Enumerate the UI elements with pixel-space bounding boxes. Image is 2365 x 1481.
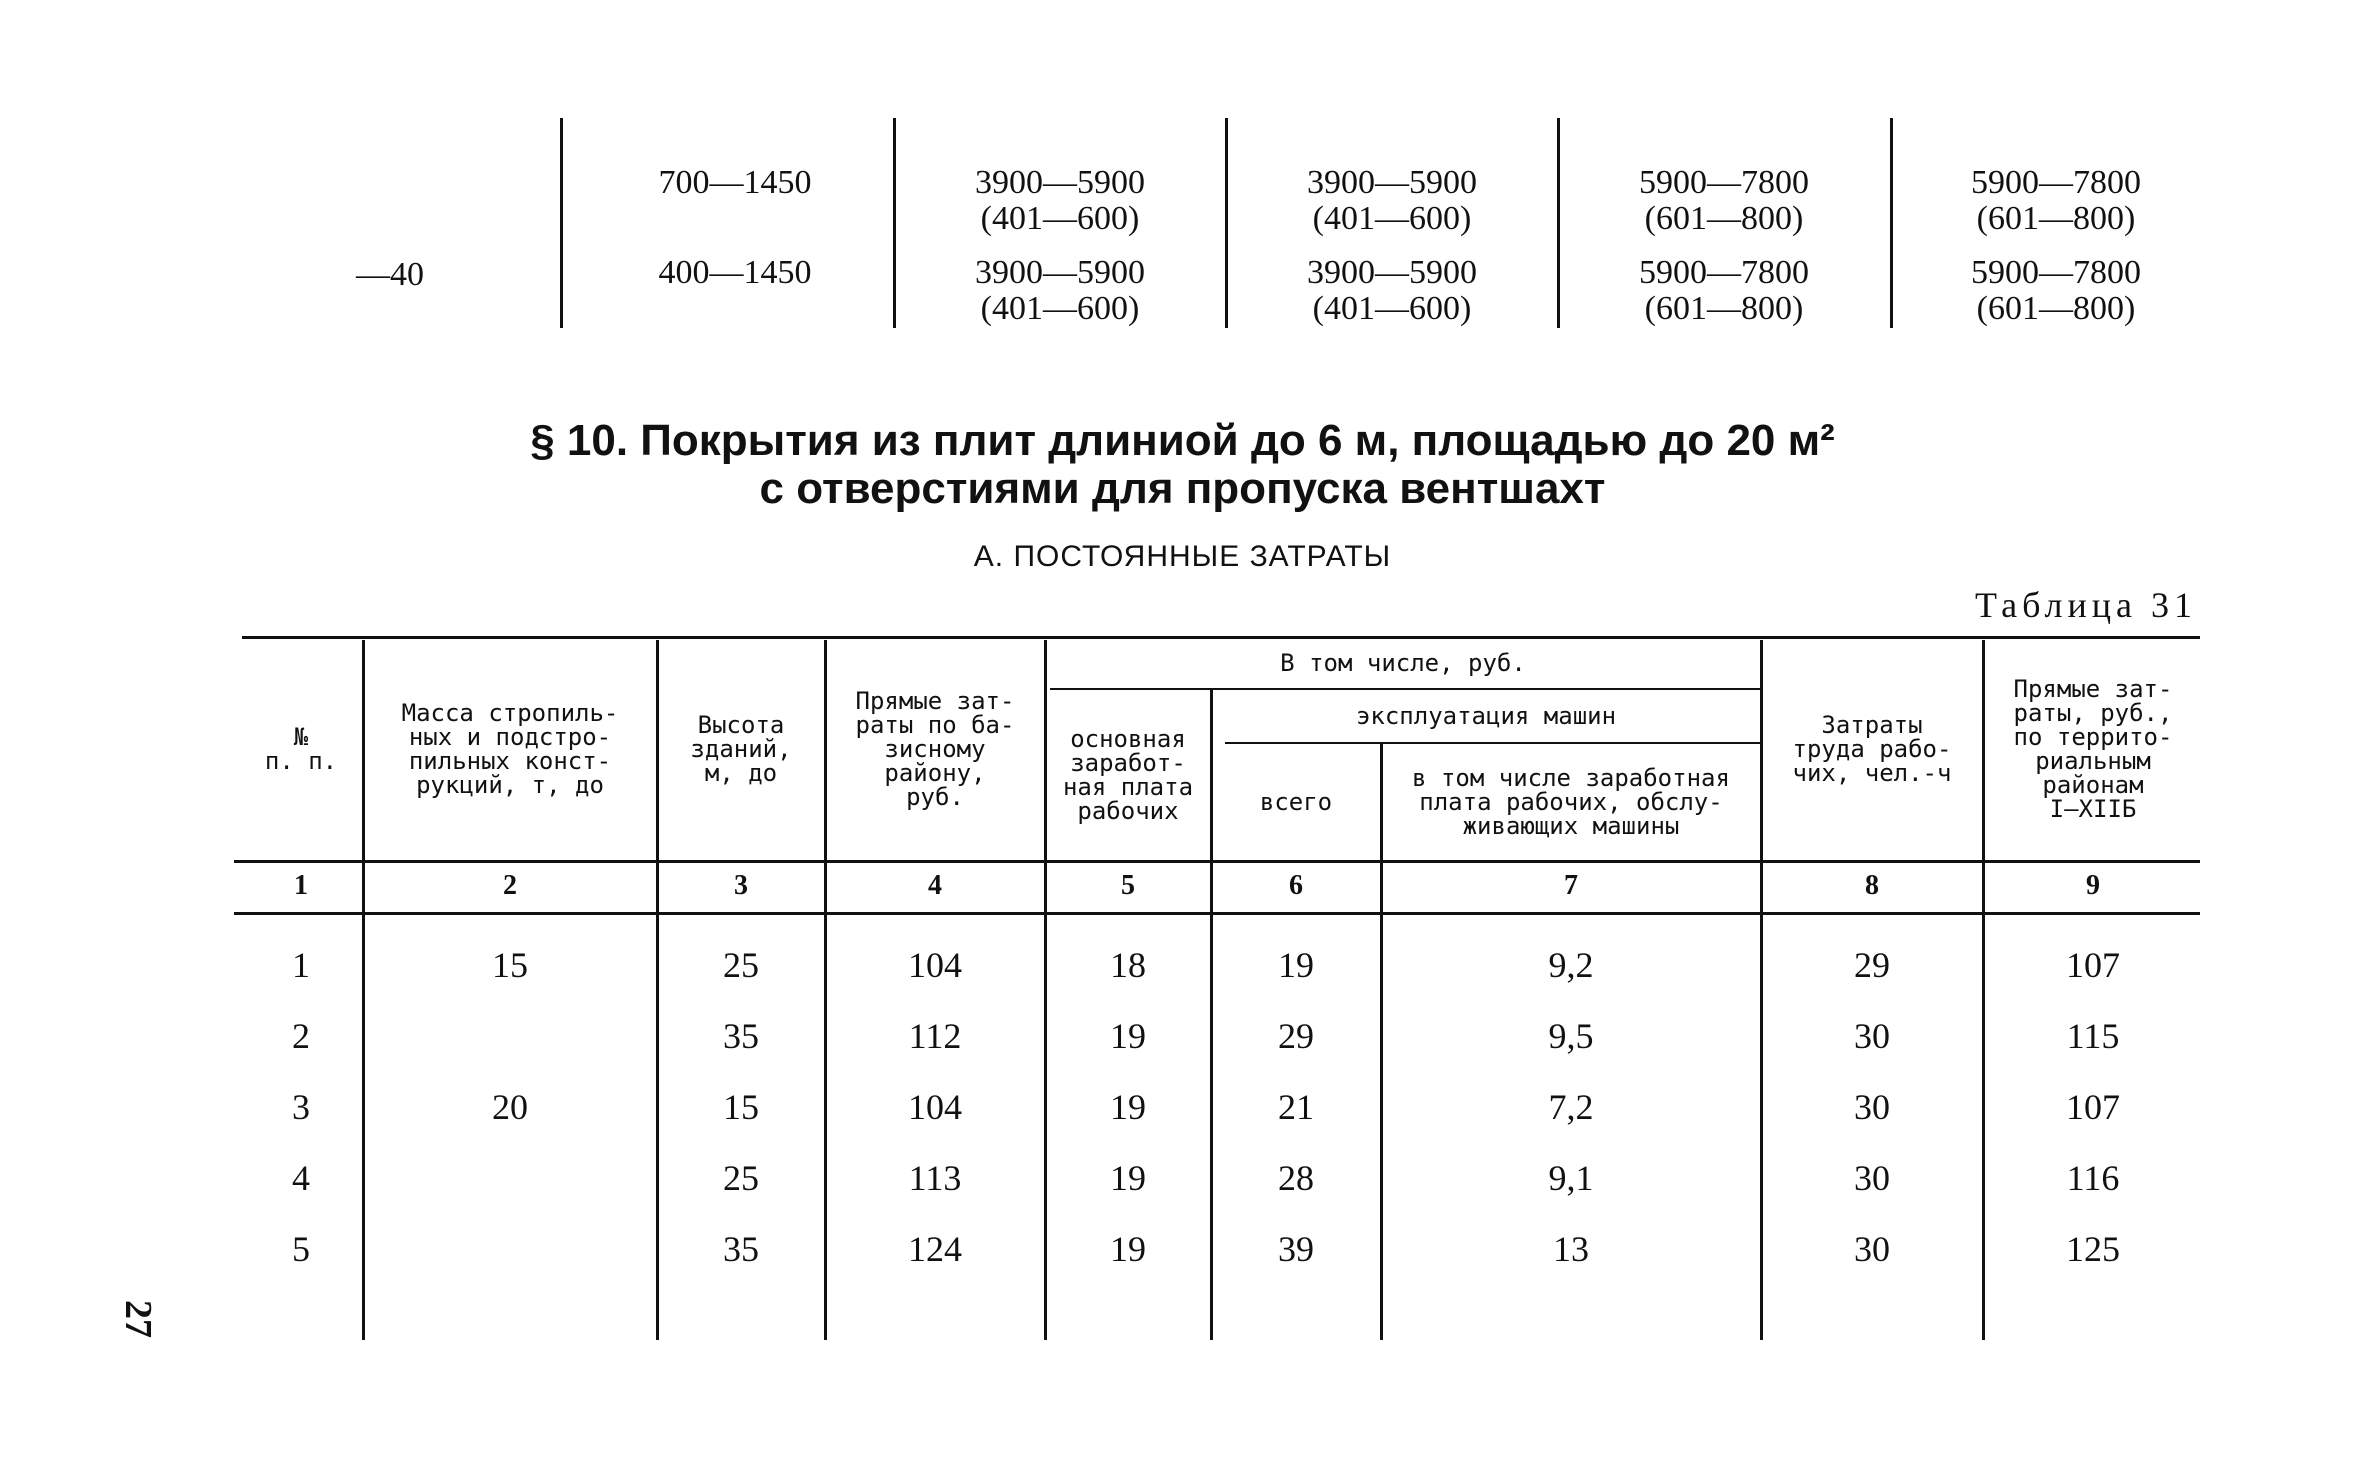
table-cell: 30 xyxy=(1854,1016,1890,1056)
column-number: 6 xyxy=(1289,870,1303,901)
table-cell: 9,1 xyxy=(1548,1158,1594,1198)
column-number: 2 xyxy=(503,870,517,901)
column-number: 3 xyxy=(734,870,748,901)
table-cell: 112 xyxy=(908,1016,962,1056)
table-cell: 107 xyxy=(2066,1087,2120,1127)
table-cell: 21 xyxy=(1278,1087,1314,1127)
top-table-divider xyxy=(1557,118,1560,328)
top-row-label: —40 xyxy=(356,256,424,293)
table-cell: 39 xyxy=(1278,1229,1314,1269)
table-cell: 30 xyxy=(1854,1229,1890,1269)
col-divider xyxy=(1210,690,1213,1340)
top-cell: 3900—5900 xyxy=(975,164,1145,201)
top-cell: (401—600) xyxy=(1312,200,1472,237)
top-cell: 3900—5900 xyxy=(975,254,1145,291)
table-cell: 25 xyxy=(723,1158,759,1198)
top-cell: 400—1450 xyxy=(658,254,812,291)
col-divider xyxy=(824,640,827,1340)
table-cell: 19 xyxy=(1110,1087,1146,1127)
table-cell: 19 xyxy=(1110,1158,1146,1198)
header-c9: Прямые зат- раты, руб., по террито- риальным районам I—XIIБ xyxy=(2013,675,2173,823)
top-table-divider xyxy=(1890,118,1893,328)
table-cell: 15 xyxy=(492,945,528,985)
group-rule xyxy=(1050,688,1760,690)
section-title-line1: § 10. Покрытия из плит длиниой до 6 м, площадью до 20 м² xyxy=(530,416,1835,465)
column-number: 8 xyxy=(1865,870,1879,901)
table-cell: 18 xyxy=(1110,945,1146,985)
table-cell: 35 xyxy=(723,1229,759,1269)
table-cell: 2 xyxy=(292,1016,310,1056)
header-machines: эксплуатация машин xyxy=(1355,702,1617,730)
top-cell: (401—600) xyxy=(980,290,1140,327)
table-cell: 35 xyxy=(723,1016,759,1056)
header-c4: Прямые зат- раты по ба- зисному району, руб. xyxy=(855,687,1015,811)
top-cell: 5900—7800 xyxy=(1971,254,2141,291)
table-cell: 30 xyxy=(1854,1087,1890,1127)
table-name: Таблица 31 xyxy=(1975,585,2197,625)
table-cell: 13 xyxy=(1553,1229,1589,1269)
col-divider xyxy=(1760,640,1763,1340)
table-cell: 124 xyxy=(908,1229,962,1269)
top-cell: (601—800) xyxy=(1644,200,1804,237)
table-cell: 115 xyxy=(2066,1016,2120,1056)
table-cell: 7,2 xyxy=(1548,1087,1594,1127)
column-number: 5 xyxy=(1121,870,1135,901)
top-table-divider xyxy=(1225,118,1228,328)
col-divider xyxy=(362,640,365,1340)
table-cell: 104 xyxy=(908,945,962,985)
table-cell: 29 xyxy=(1278,1016,1314,1056)
header-c7: в том числе заработная плата рабочих, обслу- живающих машины xyxy=(1412,764,1730,840)
col-divider xyxy=(1044,640,1047,1340)
page-number: 27 xyxy=(117,1300,159,1338)
top-cell: 5900—7800 xyxy=(1639,164,1809,201)
table-cell: 9,2 xyxy=(1548,945,1594,985)
col-divider xyxy=(656,640,659,1340)
table-cell: 29 xyxy=(1854,945,1890,985)
header-c1: № п. п. xyxy=(264,723,338,775)
header-c5: основная заработ- ная плата рабочих xyxy=(1062,725,1194,825)
colnum-bottom-rule xyxy=(234,912,2200,915)
section-title-line2: с отверстиями для пропуска вентшахт xyxy=(759,464,1606,513)
table-cell: 125 xyxy=(2066,1229,2120,1269)
table-cell: 19 xyxy=(1110,1229,1146,1269)
top-cell: 5900—7800 xyxy=(1639,254,1809,291)
col-divider xyxy=(1982,640,1985,1340)
header-bottom-rule xyxy=(234,860,2200,863)
header-group: В том числе, руб. xyxy=(1280,649,1526,677)
table-cell: 19 xyxy=(1278,945,1314,985)
table-cell: 3 xyxy=(292,1087,310,1127)
table-cell: 116 xyxy=(2066,1158,2120,1198)
column-number: 1 xyxy=(294,870,308,901)
top-table-divider xyxy=(893,118,896,328)
header-c2: Масса стропиль- ных и подстро- пильных конст- рукций, т, до xyxy=(401,699,619,799)
machines-rule xyxy=(1225,742,1760,744)
table-cell: 20 xyxy=(492,1087,528,1127)
table-cell: 5 xyxy=(292,1229,310,1269)
top-cell: 3900—5900 xyxy=(1307,254,1477,291)
top-cell: (401—600) xyxy=(1312,290,1472,327)
table-cell: 9,5 xyxy=(1548,1016,1594,1056)
header-c8: Затраты труда рабо- чих, чел.-ч xyxy=(1792,711,1952,787)
top-cell: 5900—7800 xyxy=(1971,164,2141,201)
table-cell: 30 xyxy=(1854,1158,1890,1198)
top-cell: (601—800) xyxy=(1644,290,1804,327)
top-cell: (601—800) xyxy=(1976,290,2136,327)
table-cell: 28 xyxy=(1278,1158,1314,1198)
table-cell: 113 xyxy=(908,1158,962,1198)
table-cell: 104 xyxy=(908,1087,962,1127)
top-cell: 3900—5900 xyxy=(1307,164,1477,201)
header-c3: Высота зданий, м, до xyxy=(690,711,792,787)
column-number: 7 xyxy=(1564,870,1578,901)
column-number: 9 xyxy=(2086,870,2100,901)
top-cell: (601—800) xyxy=(1976,200,2136,237)
table-cell: 15 xyxy=(723,1087,759,1127)
header-c6: всего xyxy=(1259,788,1333,816)
top-table-divider xyxy=(560,118,563,328)
table-cell: 19 xyxy=(1110,1016,1146,1056)
column-number: 4 xyxy=(928,870,942,901)
top-cell: 700—1450 xyxy=(658,164,812,201)
table-cell: 4 xyxy=(292,1158,310,1198)
col-divider xyxy=(1380,744,1383,1340)
table-cell: 107 xyxy=(2066,945,2120,985)
table-cell: 25 xyxy=(723,945,759,985)
section-subtitle: А. ПОСТОЯННЫЕ ЗАТРАТЫ xyxy=(973,540,1392,573)
top-cell: (401—600) xyxy=(980,200,1140,237)
table-top-rule xyxy=(242,636,2200,639)
table-cell: 1 xyxy=(292,945,310,985)
